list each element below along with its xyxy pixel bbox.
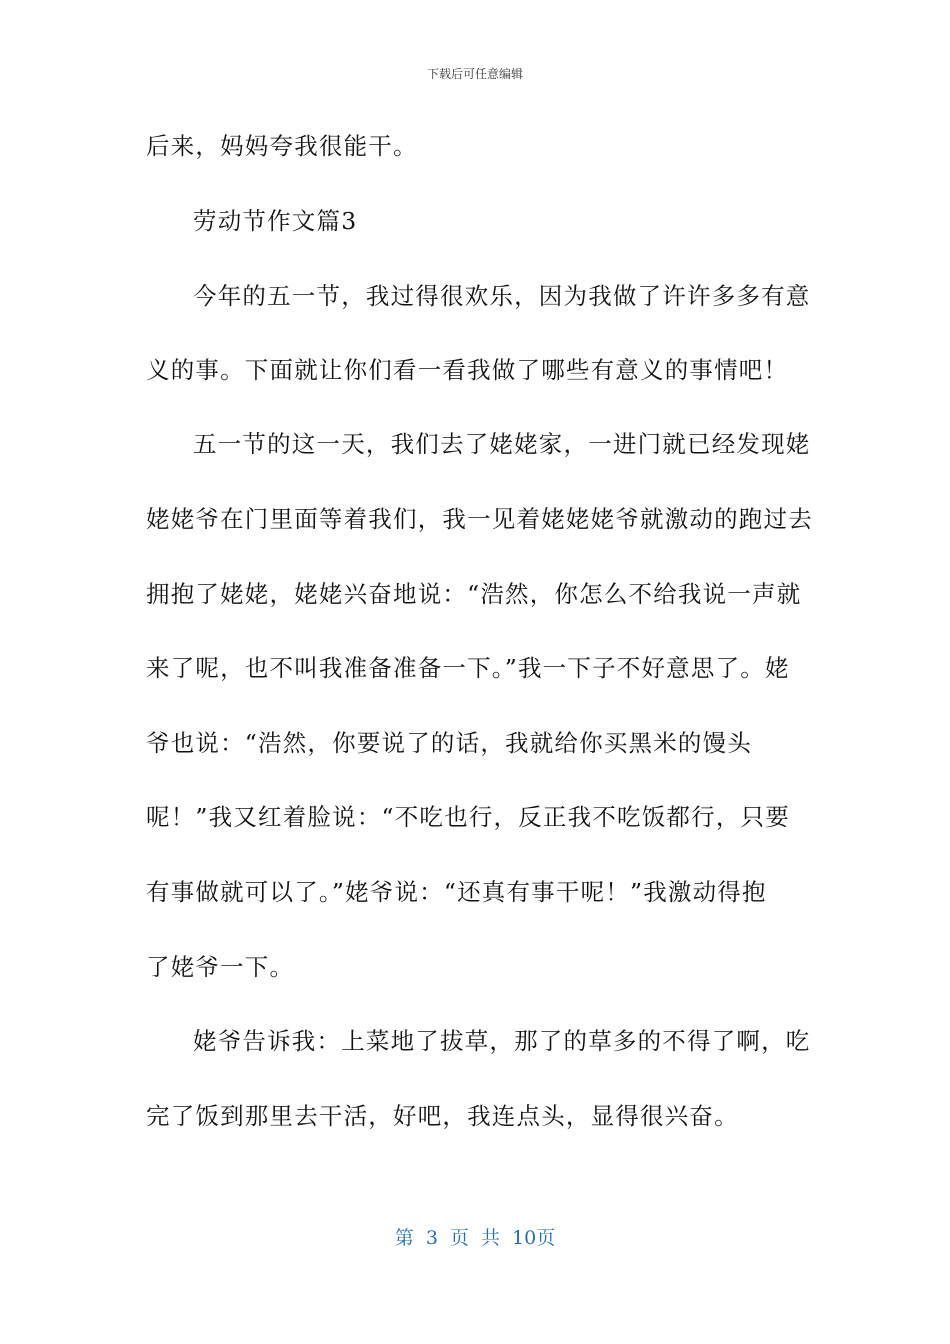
section-heading: 劳动节作文篇3 [193,207,358,235]
page-number-footer: 第 3 页 共 10页 [394,1227,556,1249]
body-line-12: 了姥爷一下。 [146,953,295,981]
body-line-9: 爷也说：“浩然，你要说了的话，我就给你买黑米的馒头 [146,729,753,757]
body-line-8: 来了呢，也不叫我准备准备一下。”我一下子不好意思了。姥 [146,654,790,682]
body-line-7: 拥抱了姥姥，姥姥兴奋地说：“浩然，你怎么不给我说一声就 [146,580,802,608]
body-line-3: 今年的五一节，我过得很欢乐，因为我做了许许多多有意 [193,282,811,310]
body-line-11: 有事做就可以了。”姥爷说：“还真有事干呢！”我激动得抱 [146,878,767,906]
body-line-4: 义的事。下面就让你们看一看我做了哪些有意义的事情吧！ [146,356,789,384]
body-line-14: 完了饭到那里去干活，好吧，我连点头，显得很兴奋。 [146,1102,739,1130]
body-line-1: 后来，妈妈夸我很能干。 [146,132,418,160]
page-header: 下载后可任意编辑 [426,67,523,81]
body-line-13: 姥爷告诉我：上菜地了拔草，那了的草多的不得了啊，吃 [193,1027,811,1055]
body-line-5: 五一节的这一天，我们去了姥姥家，一进门就已经发现姥 [193,430,811,458]
body-line-10: 呢！”我又红着脸说：“不吃也行，反正我不吃饭都行，只要 [146,803,790,831]
body-line-6: 姥姥爷在门里面等着我们，我一见着姥姥姥爷就激动的跑过去 [146,505,813,533]
